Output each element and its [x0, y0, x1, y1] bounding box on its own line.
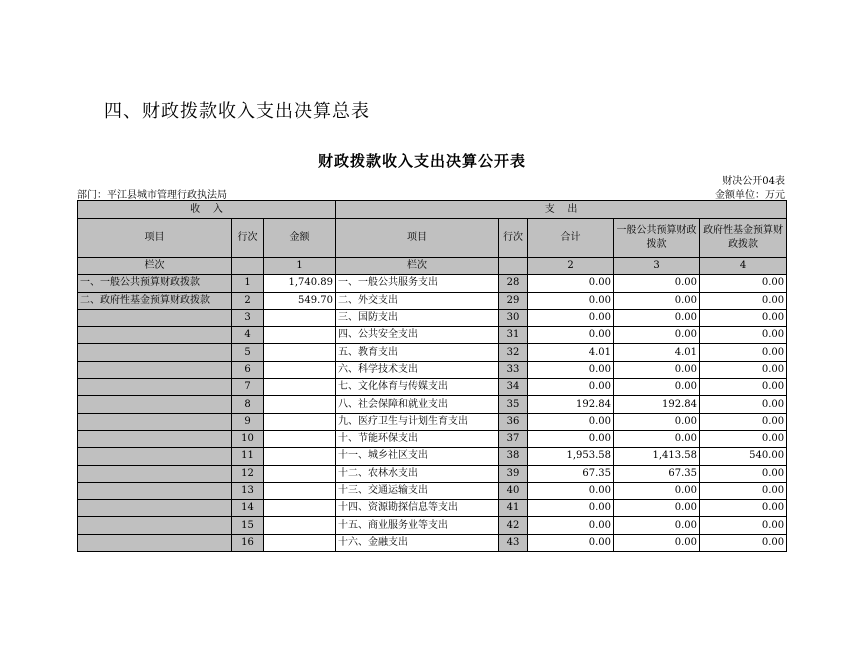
general-budget-cell: 192.84: [614, 396, 700, 413]
table-row: [78, 482, 787, 499]
income-row-no-header: 行次: [232, 219, 264, 258]
gov-fund-cell: 0.00: [700, 327, 787, 344]
total-cell: 67.35: [528, 465, 614, 482]
expense-row-no-header: 行次: [499, 219, 528, 258]
expense-item-cell: 六、科学技术支出: [336, 361, 499, 378]
gov-fund-cell: 0.00: [700, 309, 787, 326]
income-item-cell: [78, 482, 232, 499]
report-title: 财政拨款收入支出决算公开表: [317, 152, 526, 170]
income-amount-cell: 1,740.89: [264, 275, 336, 292]
gov-fund-cell: 0.00: [700, 465, 787, 482]
general-budget-cell: 0.00: [614, 327, 700, 344]
income-row-no-cell: 16: [232, 534, 264, 551]
general-budget-cell: 0.00: [614, 517, 700, 534]
table-row: [78, 275, 787, 292]
expense-row-no-cell: 30: [499, 309, 528, 326]
general-budget-cell: 0.00: [614, 534, 700, 551]
income-item-cell: [78, 500, 232, 517]
expense-row-no-cell: 40: [499, 482, 528, 499]
general-budget-cell: 0.00: [614, 482, 700, 499]
expense-item-cell: 一、一般公共服务支出: [336, 275, 499, 292]
index-gov-col: 4: [700, 258, 787, 275]
general-budget-cell: 4.01: [614, 344, 700, 361]
expense-item-header: 项目: [336, 219, 499, 258]
expense-item-cell: 四、公共安全支出: [336, 327, 499, 344]
total-cell: 0.00: [528, 500, 614, 517]
expense-row-no-cell: 41: [499, 500, 528, 517]
income-row-no-cell: 7: [232, 379, 264, 396]
income-row-no-cell: 12: [232, 465, 264, 482]
income-item-cell: [78, 361, 232, 378]
income-amount-cell: [264, 430, 336, 447]
general-budget-cell: 0.00: [614, 413, 700, 430]
income-amount-cell: [264, 344, 336, 361]
table-row: [78, 430, 787, 447]
income-item-cell: [78, 379, 232, 396]
income-row-no-cell: 5: [232, 344, 264, 361]
expense-row-no-cell: 34: [499, 379, 528, 396]
income-row-no-cell: 4: [232, 327, 264, 344]
gov-fund-cell: 0.00: [700, 344, 787, 361]
index-exp-item: 栏次: [336, 258, 499, 275]
gov-fund-cell: 0.00: [700, 396, 787, 413]
income-amount-cell: [264, 448, 336, 465]
income-item-cell: 二、政府性基金预算财政拨款: [78, 292, 232, 309]
total-header: 合计: [528, 219, 614, 258]
unit-label: 金额单位：万元: [715, 190, 785, 201]
expense-item-cell: 十、节能环保支出: [336, 430, 499, 447]
gov-fund-cell: 0.00: [700, 430, 787, 447]
table-row: [78, 448, 787, 465]
income-item-cell: [78, 309, 232, 326]
income-amount-cell: [264, 500, 336, 517]
gov-fund-cell: 0.00: [700, 482, 787, 499]
total-cell: 4.01: [528, 344, 614, 361]
total-cell: 0.00: [528, 292, 614, 309]
fiscal-summary-table: [77, 200, 787, 552]
income-item-cell: [78, 517, 232, 534]
table-row: [78, 309, 787, 326]
table-row: [78, 344, 787, 361]
expense-row-no-cell: 36: [499, 413, 528, 430]
table-row: [78, 465, 787, 482]
gov-fund-cell: 0.00: [700, 275, 787, 292]
expense-item-cell: 九、医疗卫生与计划生育支出: [336, 413, 499, 430]
general-budget-cell: 1,413.58: [614, 448, 700, 465]
income-amount-cell: [264, 327, 336, 344]
income-row-no-cell: 1: [232, 275, 264, 292]
income-item-cell: [78, 465, 232, 482]
gov-fund-cell: 540.00: [700, 448, 787, 465]
income-amount-cell: [264, 413, 336, 430]
table-row: [78, 500, 787, 517]
index-item: 栏次: [78, 258, 232, 275]
income-item-cell: [78, 413, 232, 430]
expense-row-no-cell: 37: [499, 430, 528, 447]
gov-fund-cell: 0.00: [700, 517, 787, 534]
section-title: 四、财政拨款收入支出决算总表: [104, 101, 370, 122]
expense-row-no-cell: 32: [499, 344, 528, 361]
expense-row-no-cell: 28: [499, 275, 528, 292]
expense-item-cell: 八、社会保障和就业支出: [336, 396, 499, 413]
gov-fund-cell: 0.00: [700, 292, 787, 309]
group-header-row: [78, 201, 787, 219]
expense-item-cell: 十二、农林水支出: [336, 465, 499, 482]
income-item-header: 项目: [78, 219, 232, 258]
expense-item-cell: 二、外交支出: [336, 292, 499, 309]
income-row-no-cell: 6: [232, 361, 264, 378]
total-cell: 1,953.58: [528, 448, 614, 465]
income-amount-cell: 549.70: [264, 292, 336, 309]
total-cell: 0.00: [528, 275, 614, 292]
table-row: [78, 534, 787, 551]
gov-fund-cell: 0.00: [700, 361, 787, 378]
income-amount-cell: [264, 465, 336, 482]
income-row-no-cell: 15: [232, 517, 264, 534]
expense-row-no-cell: 42: [499, 517, 528, 534]
total-cell: 0.00: [528, 517, 614, 534]
table-row: [78, 327, 787, 344]
index-amount-col: 1: [264, 258, 336, 275]
expense-item-cell: 十五、商业服务业等支出: [336, 517, 499, 534]
column-header-row: [78, 219, 787, 258]
total-cell: 0.00: [528, 534, 614, 551]
income-item-cell: [78, 327, 232, 344]
total-cell: 0.00: [528, 361, 614, 378]
general-budget-cell: 0.00: [614, 309, 700, 326]
general-budget-cell: 0.00: [614, 361, 700, 378]
form-code: 财决公开04表: [722, 176, 785, 187]
income-item-cell: [78, 396, 232, 413]
expense-item-cell: 十六、金融支出: [336, 534, 499, 551]
income-row-no-cell: 11: [232, 448, 264, 465]
general-budget-cell: 0.00: [614, 500, 700, 517]
gov-fund-cell: 0.00: [700, 413, 787, 430]
expense-item-cell: 五、教育支出: [336, 344, 499, 361]
general-budget-cell: 67.35: [614, 465, 700, 482]
income-row-no-cell: 9: [232, 413, 264, 430]
income-group-header: 收 入: [78, 201, 336, 219]
gov-fund-cell: 0.00: [700, 500, 787, 517]
total-cell: 0.00: [528, 309, 614, 326]
expense-item-cell: 七、文化体育与传媒支出: [336, 379, 499, 396]
expense-item-cell: 三、国防支出: [336, 309, 499, 326]
expense-item-cell: 十一、城乡社区支出: [336, 448, 499, 465]
general-budget-cell: 0.00: [614, 275, 700, 292]
total-cell: 0.00: [528, 327, 614, 344]
table-row: [78, 413, 787, 430]
income-amount-cell: [264, 534, 336, 551]
income-amount-cell: [264, 361, 336, 378]
expense-row-no-cell: 39: [499, 465, 528, 482]
table-row: [78, 361, 787, 378]
expense-item-cell: 十三、交通运输支出: [336, 482, 499, 499]
table-row: [78, 292, 787, 309]
income-amount-cell: [264, 396, 336, 413]
gov-fund-cell: 0.00: [700, 379, 787, 396]
income-amount-cell: [264, 482, 336, 499]
department-label: 部门：平江县城市管理行政执法局: [77, 190, 227, 201]
table-row: [78, 517, 787, 534]
general-budget-header: 一般公共预算财政拨款: [614, 219, 700, 258]
index-row: [78, 258, 787, 275]
table-row: [78, 379, 787, 396]
expense-row-no-cell: 35: [499, 396, 528, 413]
index-exp-blank: [499, 258, 528, 275]
total-cell: 0.00: [528, 482, 614, 499]
income-amount-header: 金额: [264, 219, 336, 258]
income-row-no-cell: 8: [232, 396, 264, 413]
income-row-no-cell: 14: [232, 500, 264, 517]
income-amount-cell: [264, 379, 336, 396]
income-item-cell: [78, 534, 232, 551]
total-cell: 0.00: [528, 379, 614, 396]
general-budget-cell: 0.00: [614, 430, 700, 447]
index-total-col: 2: [528, 258, 614, 275]
income-item-cell: [78, 448, 232, 465]
total-cell: 0.00: [528, 413, 614, 430]
expense-group-header: 支 出: [336, 201, 787, 219]
general-budget-cell: 0.00: [614, 379, 700, 396]
income-row-no-cell: 13: [232, 482, 264, 499]
income-amount-cell: [264, 309, 336, 326]
index-blank: [232, 258, 264, 275]
income-row-no-cell: 10: [232, 430, 264, 447]
expense-row-no-cell: 29: [499, 292, 528, 309]
general-budget-cell: 0.00: [614, 292, 700, 309]
income-item-cell: [78, 344, 232, 361]
income-row-no-cell: 2: [232, 292, 264, 309]
total-cell: 192.84: [528, 396, 614, 413]
table-row: [78, 396, 787, 413]
gov-fund-header: 政府性基金预算财政拨款: [700, 219, 787, 258]
income-item-cell: [78, 430, 232, 447]
income-item-cell: 一、一般公共预算财政拨款: [78, 275, 232, 292]
expense-item-cell: 十四、资源勘探信息等支出: [336, 500, 499, 517]
total-cell: 0.00: [528, 430, 614, 447]
income-amount-cell: [264, 517, 336, 534]
index-general-col: 3: [614, 258, 700, 275]
expense-row-no-cell: 31: [499, 327, 528, 344]
expense-row-no-cell: 43: [499, 534, 528, 551]
income-row-no-cell: 3: [232, 309, 264, 326]
expense-row-no-cell: 33: [499, 361, 528, 378]
gov-fund-cell: 0.00: [700, 534, 787, 551]
expense-row-no-cell: 38: [499, 448, 528, 465]
